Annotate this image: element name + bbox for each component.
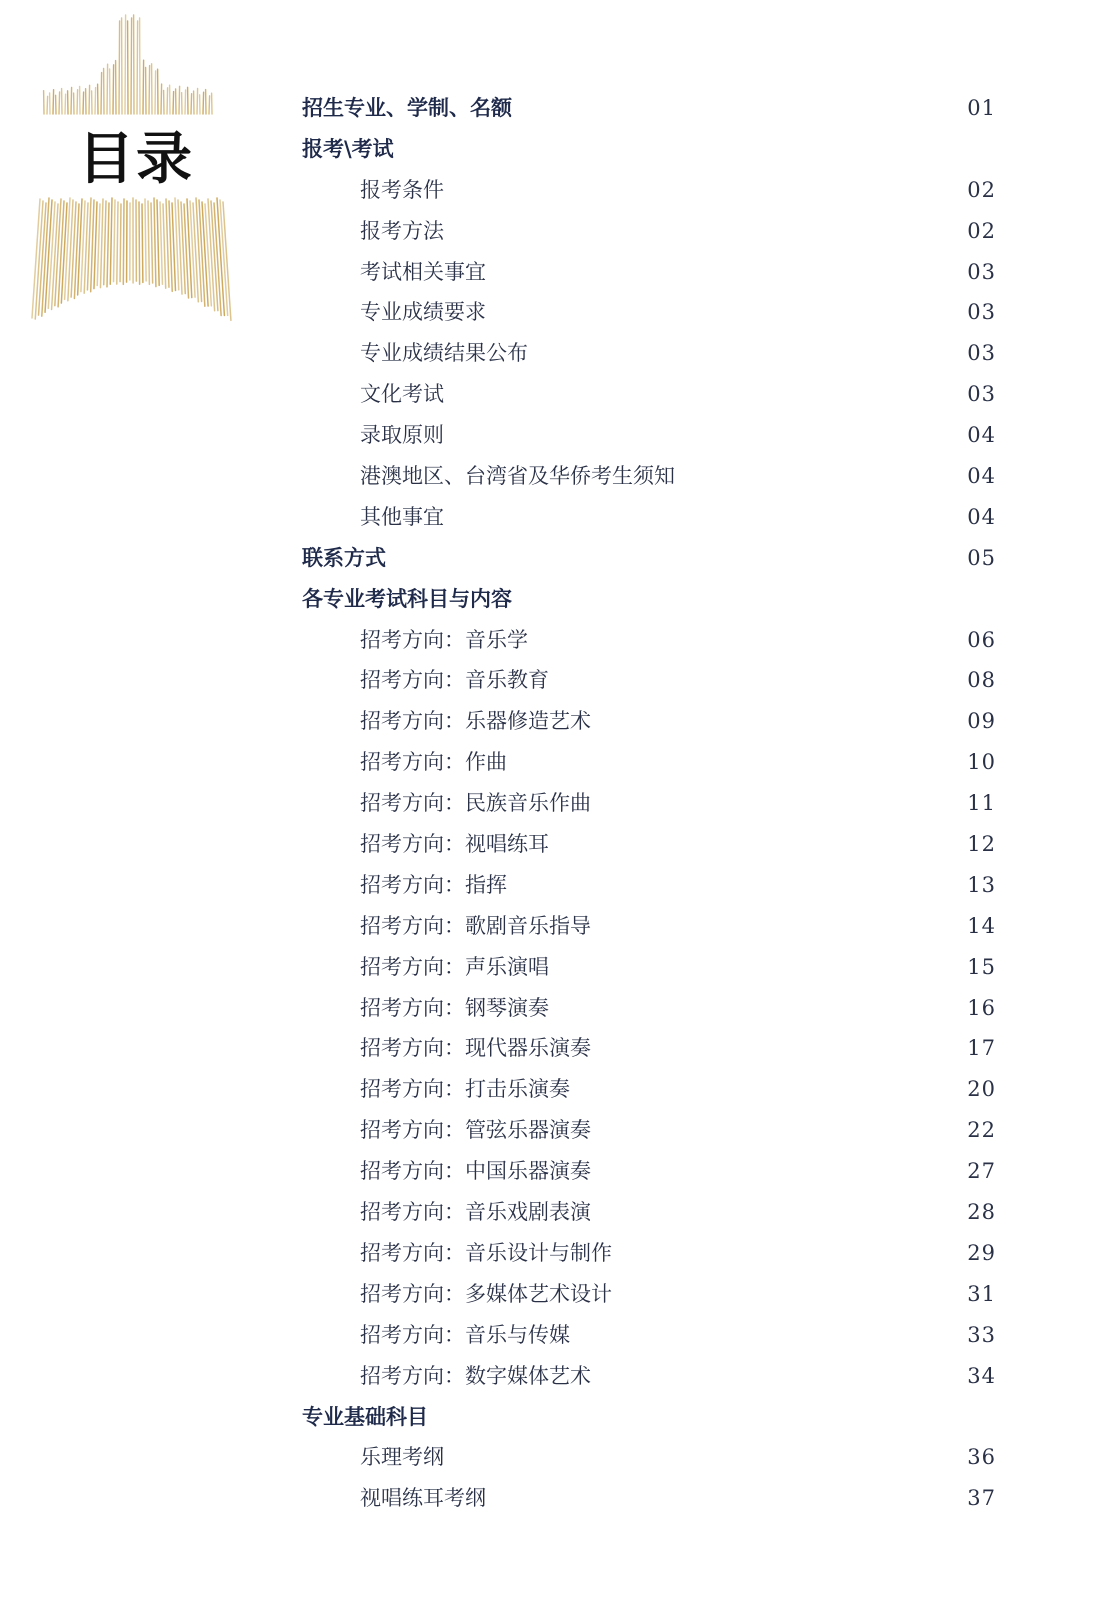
toc-entry[interactable] xyxy=(0,783,1108,824)
toc-page-number: 03 xyxy=(967,259,996,284)
toc-entry[interactable] xyxy=(0,497,1108,538)
toc-section[interactable] xyxy=(0,129,1108,170)
toc-page-number: 12 xyxy=(967,832,996,857)
toc-heading: 目录 xyxy=(78,127,194,192)
toc-entry-label: 招考方向：音乐与传媒 xyxy=(360,1322,570,1347)
toc-entry-label: 招考方向：音乐设计与制作 xyxy=(360,1240,612,1265)
toc-entry-label: 专业成绩要求 xyxy=(360,300,486,325)
toc-entry-label: 招考方向：多媒体艺术设计 xyxy=(360,1281,612,1306)
toc-section[interactable] xyxy=(0,1397,1108,1438)
toc-entry-label: 招考方向：视唱练耳 xyxy=(360,832,549,857)
toc-entry-label: 报考\考试 xyxy=(302,135,394,161)
toc-entry-label: 招考方向：数字媒体艺术 xyxy=(360,1363,591,1388)
toc-section[interactable] xyxy=(0,538,1108,579)
toc-entry-label: 报考条件 xyxy=(360,177,444,202)
toc-page-number: 28 xyxy=(967,1200,996,1225)
toc-page-number: 06 xyxy=(967,627,996,652)
toc-entry[interactable] xyxy=(0,1110,1108,1151)
toc-page-number: 04 xyxy=(967,504,996,529)
toc-page-number: 22 xyxy=(967,1118,996,1143)
toc-page-number: 08 xyxy=(967,668,996,693)
toc-page-number: 02 xyxy=(967,177,996,202)
toc-entry-label: 招考方向：打击乐演奏 xyxy=(360,1077,570,1102)
toc-page-number: 20 xyxy=(967,1077,996,1102)
toc-entry-label: 招考方向：管弦乐器演奏 xyxy=(360,1118,591,1143)
toc-entry-label: 招考方向：指挥 xyxy=(360,872,507,897)
toc-page-number: 11 xyxy=(967,791,996,816)
toc-page-number: 15 xyxy=(967,954,996,979)
toc-entry-label: 视唱练耳考纲 xyxy=(360,1486,486,1511)
toc-entry-label: 各专业考试科目与内容 xyxy=(302,585,512,611)
toc-page-number: 16 xyxy=(967,995,996,1020)
toc-entry[interactable] xyxy=(0,211,1108,252)
toc-page-number: 01 xyxy=(967,96,996,120)
table-of-contents xyxy=(0,88,1108,1519)
toc-page-number: 02 xyxy=(967,218,996,243)
toc-entry-label: 招考方向：音乐学 xyxy=(360,627,528,652)
toc-entry-label: 招考方向：民族音乐作曲 xyxy=(360,791,591,816)
toc-entry-label: 报考方法 xyxy=(360,218,444,243)
toc-entry[interactable] xyxy=(0,742,1108,783)
toc-page-number: 03 xyxy=(967,300,996,325)
toc-page-number: 04 xyxy=(967,423,996,448)
toc-section[interactable] xyxy=(0,579,1108,620)
toc-page-number: 03 xyxy=(967,382,996,407)
toc-entry[interactable] xyxy=(0,456,1108,497)
toc-entry-label: 文化考试 xyxy=(360,382,444,407)
toc-entry[interactable] xyxy=(0,1274,1108,1315)
toc-entry-label: 招考方向：作曲 xyxy=(360,750,507,775)
toc-entry[interactable] xyxy=(0,1192,1108,1233)
toc-page-number: 10 xyxy=(967,750,996,775)
toc-entry[interactable] xyxy=(0,415,1108,456)
toc-page-number: 13 xyxy=(967,872,996,897)
toc-entry[interactable] xyxy=(0,1315,1108,1356)
toc-entry-label: 招考方向：中国乐器演奏 xyxy=(360,1159,591,1184)
toc-page-number: 03 xyxy=(967,341,996,366)
toc-page-number: 34 xyxy=(967,1363,996,1388)
toc-page-number: 27 xyxy=(967,1159,996,1184)
toc-entry[interactable] xyxy=(0,660,1108,701)
toc-page-number: 09 xyxy=(967,709,996,734)
toc-page-number: 29 xyxy=(967,1240,996,1265)
toc-entry-label: 招考方向：音乐教育 xyxy=(360,668,549,693)
toc-entry-label: 联系方式 xyxy=(302,544,386,570)
toc-entry[interactable] xyxy=(0,374,1108,415)
toc-entry[interactable] xyxy=(0,1069,1108,1110)
toc-page-number: 36 xyxy=(967,1445,996,1470)
toc-entry[interactable] xyxy=(0,1437,1108,1478)
toc-entry[interactable] xyxy=(0,701,1108,742)
toc-entry[interactable] xyxy=(0,906,1108,947)
toc-entry[interactable] xyxy=(0,1478,1108,1519)
toc-entry[interactable] xyxy=(0,988,1108,1029)
toc-entry[interactable] xyxy=(0,292,1108,333)
toc-page-number: 17 xyxy=(967,1036,996,1061)
toc-page-number: 14 xyxy=(967,913,996,938)
toc-entry[interactable] xyxy=(0,1233,1108,1274)
toc-entry-label: 考试相关事宜 xyxy=(360,259,486,284)
toc-entry[interactable] xyxy=(0,947,1108,988)
toc-entry[interactable] xyxy=(0,620,1108,661)
toc-page-number: 37 xyxy=(967,1486,996,1511)
toc-page-number: 04 xyxy=(967,464,996,489)
toc-entry[interactable] xyxy=(0,865,1108,906)
toc-entry-label: 招考方向：现代器乐演奏 xyxy=(360,1036,591,1061)
toc-entry-label: 招生专业、学制、名额 xyxy=(302,95,512,120)
toc-entry-label: 录取原则 xyxy=(360,423,444,448)
toc-entry-label: 招考方向：钢琴演奏 xyxy=(360,995,549,1020)
toc-page-number: 33 xyxy=(967,1322,996,1347)
toc-entry-label: 专业成绩结果公布 xyxy=(360,341,528,366)
toc-entry[interactable] xyxy=(0,1151,1108,1192)
toc-entry[interactable] xyxy=(0,824,1108,865)
toc-entry[interactable] xyxy=(0,252,1108,293)
toc-entry-label: 招考方向：声乐演唱 xyxy=(360,954,549,979)
toc-entry-label: 专业基础科目 xyxy=(302,1403,428,1429)
toc-entry[interactable] xyxy=(0,1356,1108,1397)
toc-entry-label: 招考方向：音乐戏剧表演 xyxy=(360,1200,591,1225)
toc-entry-label: 乐理考纲 xyxy=(360,1445,444,1470)
toc-entry[interactable] xyxy=(0,1028,1108,1069)
toc-section[interactable] xyxy=(0,88,1108,129)
toc-page-number: 31 xyxy=(967,1281,996,1306)
toc-entry-label: 其他事宜 xyxy=(360,504,444,529)
toc-entry-label: 招考方向：歌剧音乐指导 xyxy=(360,913,591,938)
toc-entry[interactable] xyxy=(0,170,1108,211)
toc-entry-label: 港澳地区、台湾省及华侨考生须知 xyxy=(360,464,675,489)
toc-page-number: 05 xyxy=(967,545,996,570)
toc-entry-label: 招考方向：乐器修造艺术 xyxy=(360,709,591,734)
toc-entry[interactable] xyxy=(0,333,1108,374)
